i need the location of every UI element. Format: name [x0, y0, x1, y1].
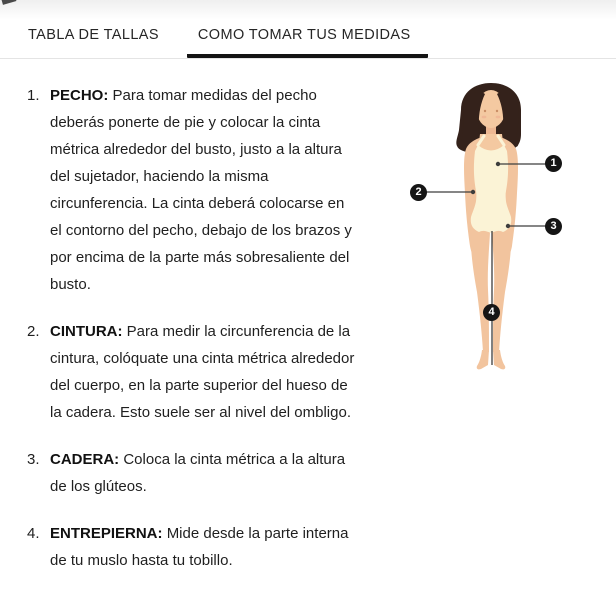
item-body: Para tomar medidas del pecho deberás ponerte de pie y colocar la cinta métrica alrededor del busto, justo a la altura del sujetador, haciendo la misma circunferencia. La cinta deberá colocarse en el contorno del pecho, debajo de los brazos y por encima de la parte más sobresaliente del busto.: [50, 87, 352, 293]
marker-3-cadera: 3: [545, 218, 562, 235]
item-term: CADERA:: [50, 451, 120, 468]
instruction-entrepierna: [27, 520, 359, 574]
item-text: [50, 318, 355, 426]
item-number: 3.: [27, 451, 40, 468]
marker-1-pecho: 1: [545, 155, 562, 172]
marker-4-entrepierna: 4: [483, 304, 500, 321]
tab-bar: [0, 0, 616, 59]
instruction-pecho: [27, 82, 359, 298]
item-text: [50, 520, 355, 574]
marker-2-cintura: 2: [410, 184, 427, 201]
item-number: 4.: [27, 525, 40, 542]
item-number: 2.: [27, 323, 40, 340]
item-text: [50, 446, 355, 500]
item-body: Para medir la circunferencia de la cintura, colóquate una cinta métrica alrededor del cuerpo, en la parte superior del hueso de la cadera. Esto suele ser al nivel del ombligo.: [50, 323, 355, 421]
item-term: ENTREPIERNA:: [50, 525, 163, 542]
item-term: CINTURA:: [50, 323, 123, 340]
item-text: [50, 82, 355, 298]
item-body: Mide desde la parte interna de tu muslo hasta tu tobillo.: [50, 525, 349, 569]
item-term: PECHO:: [50, 87, 109, 104]
item-number: 1.: [27, 87, 40, 104]
item-body: Coloca la cinta métrica a la altura de los glúteos.: [50, 451, 346, 495]
body-measurement-figure: [398, 80, 616, 380]
measurement-instructions: [27, 82, 359, 594]
tab-tabla-de-tallas[interactable]: TABLA DE TALLAS: [28, 26, 159, 43]
instruction-cadera: [27, 446, 359, 500]
tab-como-tomar-tus-medidas[interactable]: COMO TOMAR TUS MEDIDAS: [187, 19, 428, 58]
instruction-cintura: [27, 318, 359, 426]
pointer-lines: [398, 80, 616, 380]
